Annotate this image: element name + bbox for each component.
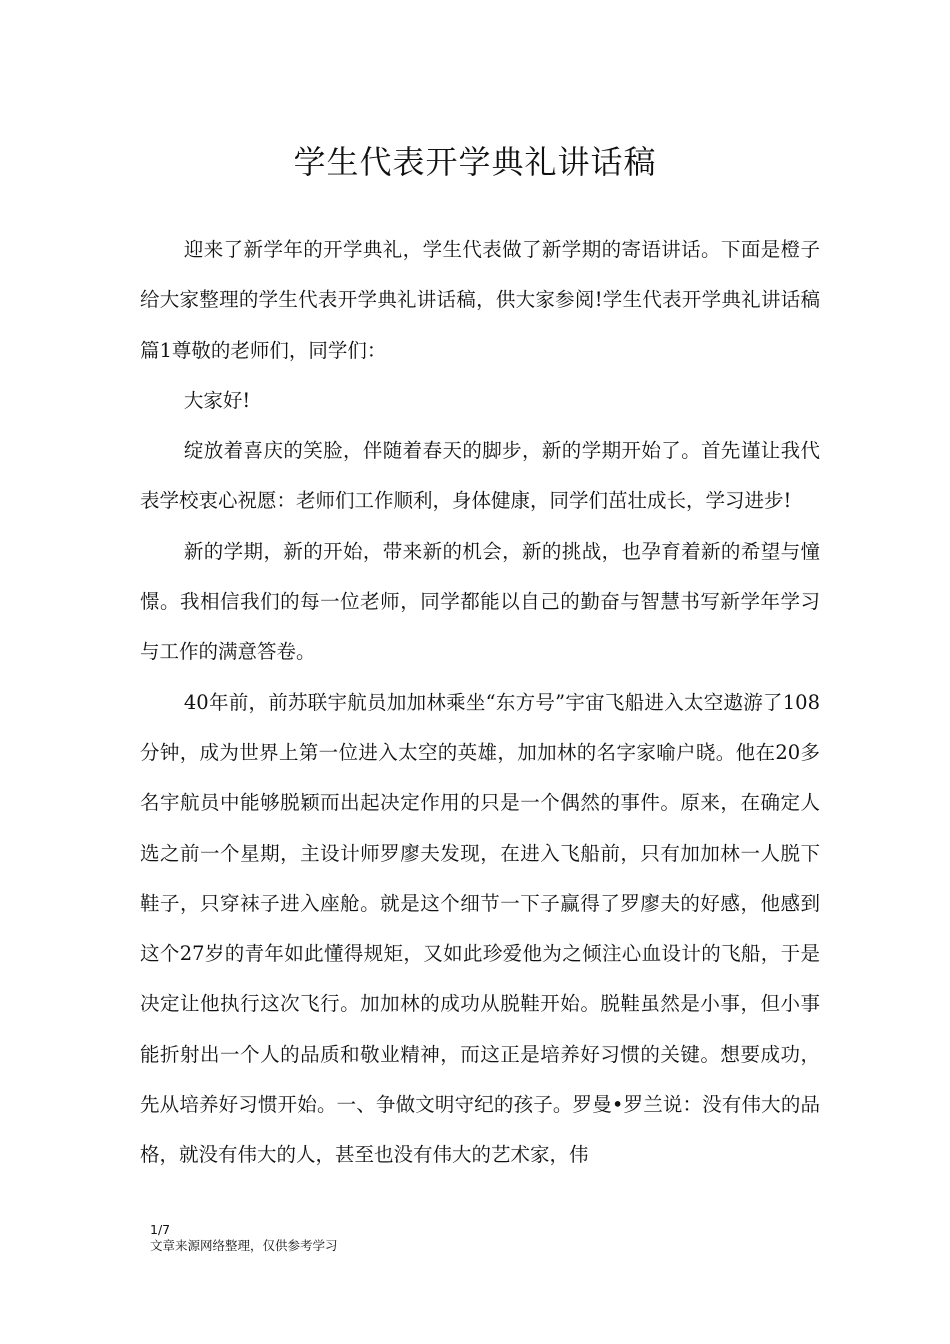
paragraph-greeting: 大家好! xyxy=(183,388,251,412)
paragraph-new-term: 新的学期，新的开始，带来新的机会，新的挑战，也孕育着新的希望与憧憬。我相信我们的每一位老师，同学都能以自己的勤奋与智慧书写新学年学习与工作的满意答卷。 xyxy=(140,539,820,664)
page-footer xyxy=(150,1222,338,1254)
page-number: 1/7 xyxy=(150,1222,171,1237)
paragraph-blessing: 绽放着喜庆的笑脸，伴随着春天的脚步，新的学期开始了。首先谨让我代表学校衷心祝愿：老师们工作顺利，身体健康，同学们茁壮成长，学习进步! xyxy=(140,439,820,513)
paragraph-gagarin-story: 40年前，前苏联宇航员加加林乘坐“东方号”宇宙飞船进入太空遨游了108分钟，成为世界上第一位进入太空的英雄，加加林的名字家喻户晓。他在20多名宇航员中能够脱颖而出起决定作用的只是一个偶然的事件。原来，在确定人选之前一个星期，主设计师罗廖夫发现，在进入飞船前，只有加加林一人脱下鞋子，只穿袜子进入座舱。就是这个细节一下子赢得了罗廖夫的好感，他感到这个27岁的青年如此懂得规矩，又如此珍爱他为之倾注心血设计的飞船，于是决定让他执行这次飞行。加加林的成功从脱鞋开始。脱鞋虽然是小事，但小事能折射出一个人的品质和敬业精神，而这正是培养好习惯的关键。想要成功，先从培养好习惯开始。一、争做文明守纪的孩子。罗曼•罗兰说：没有伟大的品格，就没有伟大的人，甚至也没有伟大的艺术家，伟 xyxy=(140,690,820,1167)
source-note: 文章来源网络整理，仅供参考学习 xyxy=(150,1238,338,1253)
paragraph-intro: 迎来了新学年的开学典礼，学生代表做了新学期的寄语讲话。下面是橙子给大家整理的学生代表开学典礼讲话稿，供大家参阅!学生代表开学典礼讲话稿篇1尊敬的老师们，同学们： xyxy=(140,238,820,362)
document-title: 学生代表开学典礼讲话稿 xyxy=(293,143,657,181)
document-body xyxy=(140,225,820,1181)
